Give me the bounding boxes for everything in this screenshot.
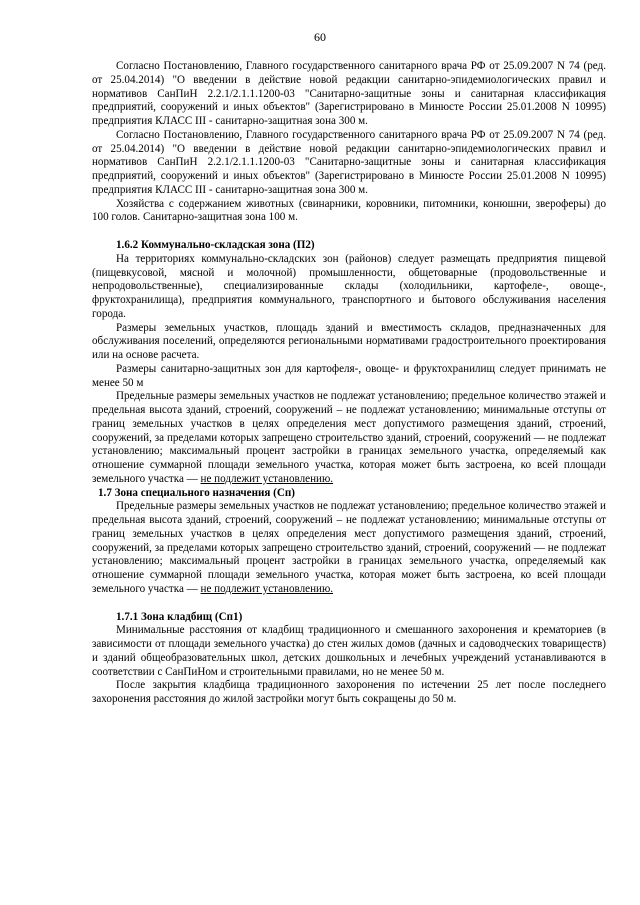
- paragraph-sanpin-1: Согласно Постановлению, Главного государственного санитарного врача РФ от 25.09.2007 N 74 (ред. от 25.04.2014) "О введении в действие новой редакции санитарно-эпидемиологических правил и нормативов СанПиН 2.2.1/2.1.1.1200-03 "Санитарно-защитные зоны и санитарная классификация предприятий, сооружений и иных объектов" (Зарегистрировано в Минюсте России 25.01.2008 N 10995) предприятия КЛАСС III - санитарно-защитная зона 300 м.: [92, 60, 606, 127]
- limits-underlined: не подлежит установлению.: [200, 582, 334, 595]
- spacer: [92, 597, 606, 611]
- spacer: [92, 225, 606, 239]
- paragraph-livestock: Хозяйства с содержанием животных (свинарники, коровники, питомники, конюшни, звероферы) до 100 голов. Санитарно-защитная зона 100 м.: [92, 197, 606, 224]
- paragraph-limits-special: [92, 500, 606, 596]
- paragraph-sanpin-2: Согласно Постановлению, Главного государственного санитарного врача РФ от 25.09.2007 N 74 (ред. от 25.04.2014) "О введении в действие новой редакции санитарно-эпидемиологических правил и нормативов СанПиН 2.2.1/2.1.1.1200-03 "Санитарно-защитные зоны и санитарная классификация предприятий, сооружений и иных объектов" (Зарегистрировано в Минюсте России 25.01.2008 N 10995) предприятия КЛАСС III - санитарно-защитная зона 300 м.: [92, 128, 606, 196]
- paragraph-limits-communal: [92, 390, 606, 486]
- document-body: [92, 60, 606, 707]
- heading-special-purpose-zone: 1.7 Зона специального назначения (Сп): [98, 486, 295, 499]
- heading-cemetery-zone: 1.7.1 Зона кладбищ (Сп1): [116, 610, 243, 623]
- paragraph-land-plot-sizes: Размеры земельных участков, площадь зданий и вместимость складов, предназначенных для обслуживания поселений, определяются региональными нормативами градостроительного проектирования или на основе расчета.: [92, 321, 606, 361]
- limits-text: Предельные размеры земельных участков не подлежат установлению; предельное количество этажей и предельная высота зданий, строений, сооружений – не подлежат установлению; минимальные отступы от границ земельных участков в целях определения мест допустимого размещения зданий, строений, сооружений, за пределами которых запрещено строительство зданий, строений, сооружений — не подлежат установлению; максимальный процент застройки в границах земельного участка, определяемый как отношение суммарной площади земельного участка, которая может быть застроена, ко всей площади земельного участка —: [92, 390, 606, 485]
- paragraph-sanitary-zone-storage: Размеры санитарно-защитных зон для картофеля-, овоще- и фруктохранилищ следует принимать не менее 50 м: [92, 362, 606, 389]
- paragraph-cemetery-distances: Минимальные расстояния от кладбищ традиционного и смешанного захоронения и крематориев (в зависимости от площади земельного участка) до стен жилых домов (дачных и садоводческих товариществ) и зданий общеобразовательных школ, детских дошкольных и лечебных учреждений устанавливаются в соответствии с СанПиНом и строительными правилами, но не менее 50 м.: [92, 624, 606, 678]
- limits-text: Предельные размеры земельных участков не подлежат установлению; предельное количество этажей и предельная высота зданий, строений, сооружений – не подлежат установлению; минимальные отступы от границ земельных участков в целях определения мест допустимого размещения зданий, строений, сооружений, за пределами которых запрещено строительство зданий, строений, сооружений — не подлежат установлению; максимальный процент застройки в границах земельного участка, определяемый как отношение суммарной площади земельного участка, которая может быть застроена, ко всей площади земельного участка —: [92, 500, 606, 595]
- page-number: 60: [314, 30, 326, 44]
- paragraph-cemetery-closure: После закрытия кладбища традиционного захоронения по истечении 25 лет после последнего захоронения расстояния до жилой застройки могут быть сокращены до 50 м.: [92, 679, 606, 705]
- limits-underlined: не подлежит установлению.: [200, 472, 334, 485]
- heading-communal-storage-zone: 1.6.2 Коммунально-складская зона (П2): [116, 239, 315, 251]
- paragraph-communal-placement: На территориях коммунально-складских зон (районов) следует размещать предприятия пищевой (пищевкусовой, мясной и молочной) промышленности, общетоварные (продовольственные и непродовольственные), специализированные склады (холодильники, картофеле-, овоще-, фруктохранилища), предприятия коммунального, транспортного и бытового обслуживания населения города.: [92, 252, 606, 320]
